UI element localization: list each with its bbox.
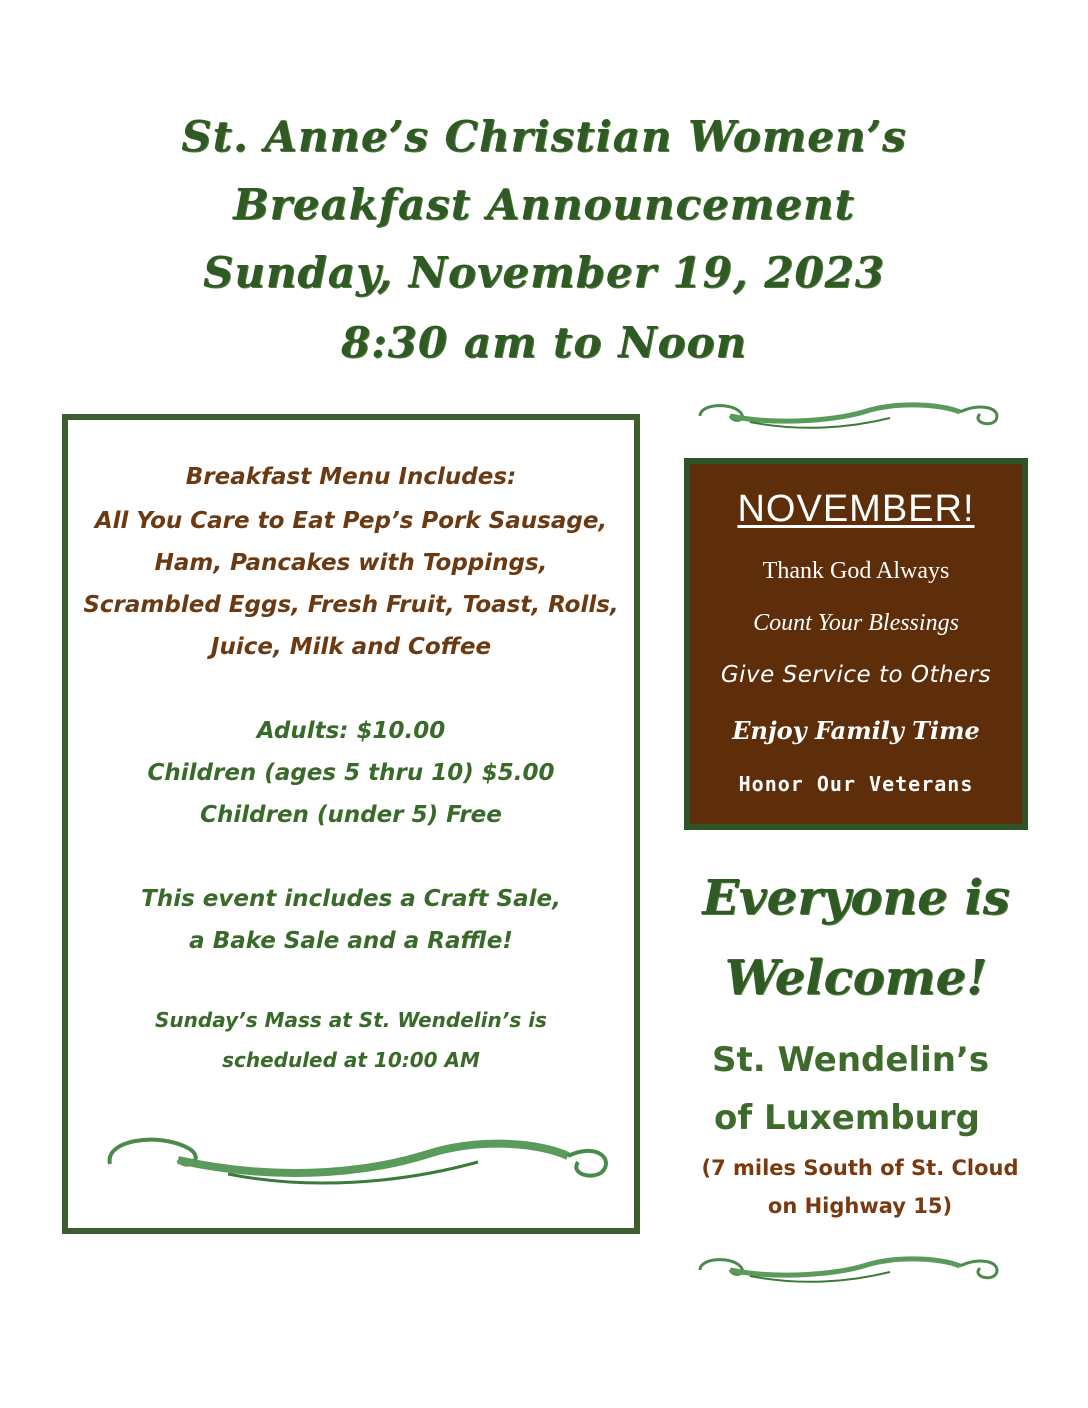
mass-line: Sunday’s Mass at St. Wendelin’s is	[155, 1008, 547, 1032]
welcome-line-2: Welcome!	[724, 950, 988, 1006]
november-box	[684, 458, 1028, 830]
title-line-4: 8:30 am to Noon	[340, 318, 748, 367]
price-under-5: Children (under 5) Free	[200, 802, 502, 828]
menu-item: Juice, Milk and Coffee	[210, 634, 492, 660]
november-line: Enjoy Family Time	[732, 716, 980, 745]
mass-line: scheduled at 10:00 AM	[222, 1048, 480, 1072]
november-line: Honor Our Veterans	[738, 772, 974, 796]
menu-item: Scrambled Eggs, Fresh Fruit, Toast, Rolls,	[83, 592, 619, 618]
title-line-1: St. Anne’s Christian Women’s	[181, 112, 907, 161]
november-line: Thank God Always	[762, 558, 950, 584]
november-line: Count Your Blessings	[753, 610, 959, 636]
church-town: of Luxemburg	[714, 1098, 980, 1138]
menu-box	[62, 414, 640, 1234]
title-line-2: Breakfast Announcement	[233, 180, 855, 229]
scroll-flourish-icon	[690, 1246, 1006, 1292]
menu-item: Ham, Pancakes with Toppings,	[154, 550, 548, 576]
scroll-flourish-icon	[690, 392, 1006, 438]
november-title: NOVEMBER!	[737, 488, 975, 530]
church-name: St. Wendelin’s	[712, 1040, 990, 1080]
menu-item: All You Care to Eat Pep’s Pork Sausage,	[94, 508, 608, 534]
directions: (7 miles South of St. Cloud	[701, 1156, 1019, 1180]
directions: on Highway 15)	[767, 1194, 953, 1218]
november-line: Give Service to Others	[720, 662, 992, 688]
price-adults: Adults: $10.00	[256, 718, 446, 744]
event-line: This event includes a Craft Sale,	[141, 886, 561, 912]
title-line-3: Sunday, November 19, 2023	[202, 248, 885, 297]
menu-heading: Breakfast Menu Includes:	[185, 464, 517, 490]
price-children: Children (ages 5 thru 10) $5.00	[147, 760, 555, 786]
event-line: a Bake Sale and a Raffle!	[189, 928, 513, 954]
scroll-flourish-icon	[98, 1116, 618, 1206]
welcome-line-1: Everyone is	[702, 870, 1010, 926]
